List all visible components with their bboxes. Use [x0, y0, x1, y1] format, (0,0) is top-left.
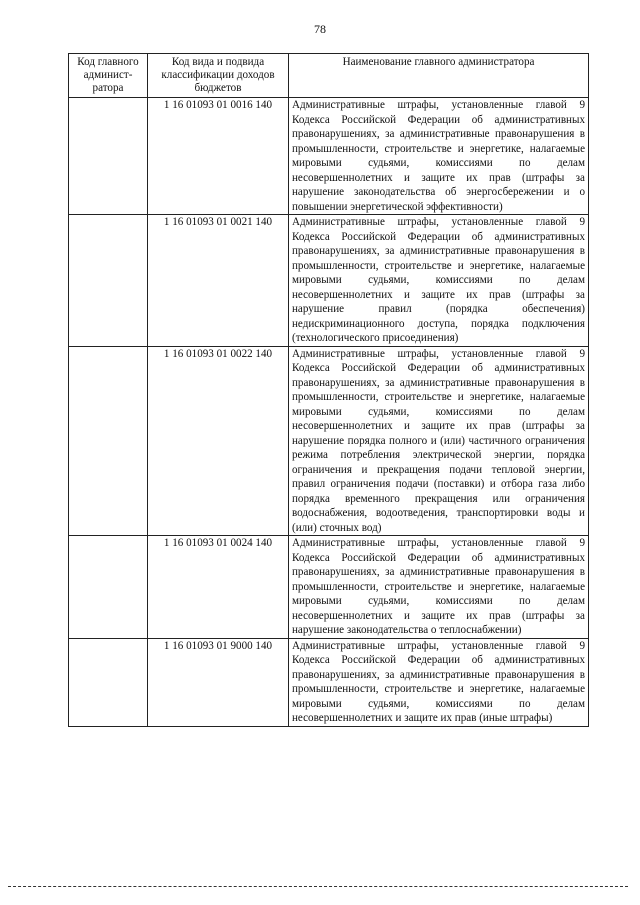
page-number: 78 — [314, 22, 326, 36]
admin-name-cell: Административные штрафы, установленные главой 9 Кодекса Российской Федерации об административных правонарушениях, за административные правонарушения в промышленности, строительстве и энергетике, налагаемые мировыми судьями, комиссиями по делам несовершеннолетних и защите их прав (штрафы за нарушение порядка полного и (или) частичного ограничения режима потребления электрической энергии, порядка ограничения и прекращения подачи тепловой энергии, правил ограничения подачи (поставки) и отбора газа либо порядка временного прекращения или ограничения водоснабжения, водоотведения, транспортировки воды и (или) сточных вод) — [289, 346, 589, 536]
table-header-row — [69, 54, 589, 98]
admin-code-cell — [69, 215, 148, 347]
admin-name-cell: Административные штрафы, установленные главой 9 Кодекса Российской Федерации об административных правонарушениях, за административные правонарушения в промышленности, строительстве и энергетике, налагаемые мировыми судьями, комиссиями по делам несовершеннолетних и защите их прав (штрафы за нарушение законодательства об энергосбережении и о повышении энергетической эффективности) — [289, 98, 589, 215]
table-row — [69, 215, 589, 347]
revenue-codes-table — [68, 53, 589, 727]
admin-code-cell — [69, 536, 148, 639]
table-row — [69, 536, 589, 639]
header-revenue-code: Код вида и подвида классификации доходов бюджетов — [148, 54, 289, 98]
revenue-code-cell: 1 16 01093 01 0022 140 — [148, 346, 289, 536]
admin-name-cell: Административные штрафы, установленные главой 9 Кодекса Российской Федерации об административных правонарушениях, за административные правонарушения в промышленности, строительстве и энергетике, налагаемые мировыми судьями, комиссиями по делам несовершеннолетних и защите их прав (иные штрафы) — [289, 638, 589, 726]
admin-code-cell — [69, 346, 148, 536]
revenue-code-cell: 1 16 01093 01 0016 140 — [148, 98, 289, 215]
revenue-code-cell: 1 16 01093 01 9000 140 — [148, 638, 289, 726]
admin-name-cell: Административные штрафы, установленные главой 9 Кодекса Российской Федерации об административных правонарушениях, за административные правонарушения в промышленности, строительстве и энергетике, налагаемые мировыми судьями, комиссиями по делам несовершеннолетних и защите их прав (штрафы за нарушение правил (порядка обеспечения) недискриминационного доступа, порядка подключения (технологического присоединения) — [289, 215, 589, 347]
admin-code-cell — [69, 638, 148, 726]
revenue-code-cell: 1 16 01093 01 0024 140 — [148, 536, 289, 639]
admin-code-cell — [69, 98, 148, 215]
footer-divider — [8, 886, 628, 887]
revenue-code-cell: 1 16 01093 01 0021 140 — [148, 215, 289, 347]
admin-name-cell: Административные штрафы, установленные главой 9 Кодекса Российской Федерации об административных правонарушениях, за административные правонарушения в промышленности, строительстве и энергетике, налагаемые мировыми судьями, комиссиями по делам несовершеннолетних и защите их прав (штрафы за нарушение законодательства о теплоснабжении) — [289, 536, 589, 639]
header-admin-code: Код главного админист-ратора — [69, 54, 148, 98]
table-row — [69, 638, 589, 726]
table-row — [69, 346, 589, 536]
table-row — [69, 98, 589, 215]
header-admin-name: Наименование главного администратора — [289, 54, 589, 98]
